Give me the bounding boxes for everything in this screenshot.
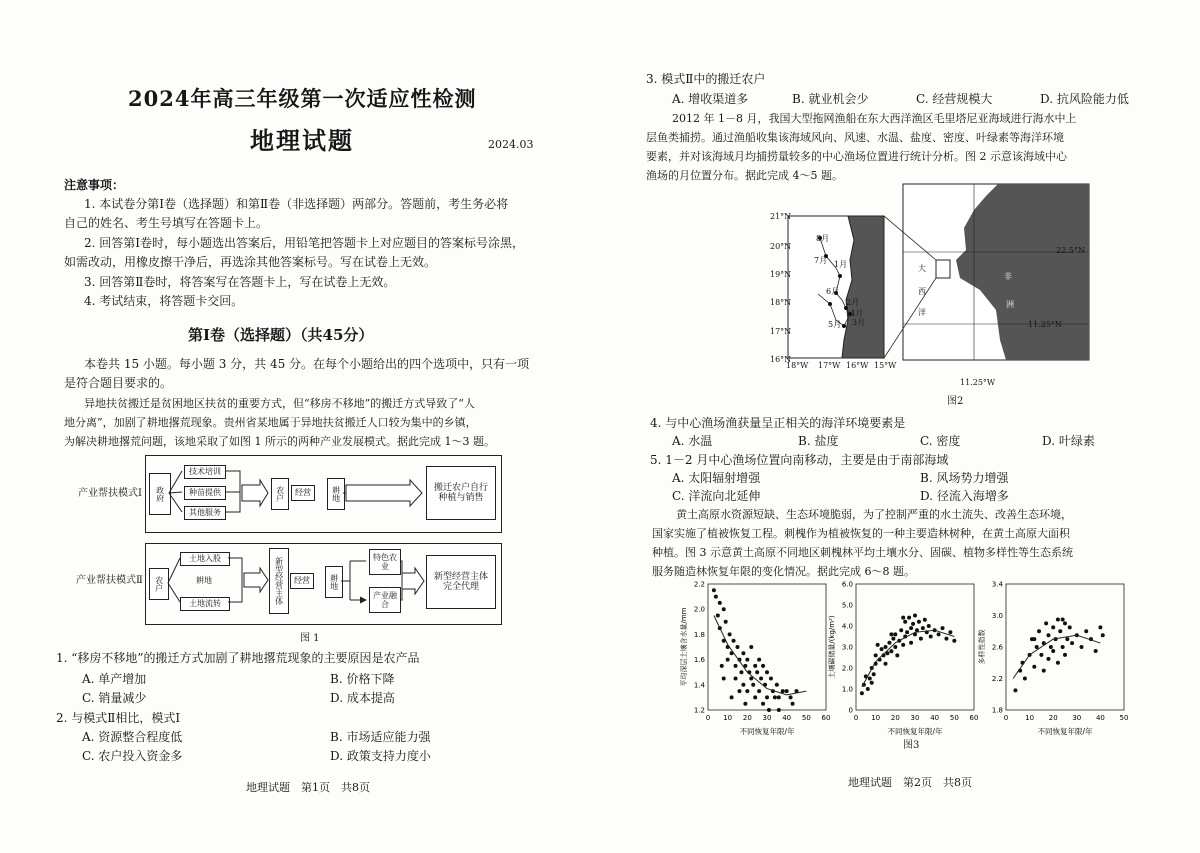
data-point xyxy=(891,637,895,641)
data-point xyxy=(755,670,759,674)
q4-option-d[interactable]: D. 叶绿素 xyxy=(1042,434,1095,448)
data-point xyxy=(884,645,888,649)
x-tick-label: 30 xyxy=(910,714,920,722)
data-point xyxy=(722,677,726,681)
data-point xyxy=(767,708,771,712)
data-point xyxy=(736,645,740,649)
page-footer: 地理试题 第1页 共8页 xyxy=(246,781,370,794)
data-point xyxy=(1056,617,1060,621)
exam-subtitle: 地理试题 xyxy=(250,126,354,155)
data-point xyxy=(944,637,948,641)
data-point xyxy=(1061,617,1065,621)
data-point xyxy=(1070,641,1074,645)
data-point xyxy=(1080,645,1084,649)
q1-option-c[interactable]: C. 销量减少 xyxy=(82,691,147,705)
y-tick-label: 6.0 xyxy=(841,580,853,589)
notice-line: 1. 本试卷分第Ⅰ卷（选择题）和第Ⅱ卷（非选择题）两部分。答题前，考生务必将 xyxy=(84,197,509,211)
passage-line: 渔场的月位置分布。据此完成 4～5 题。 xyxy=(646,169,843,182)
data-point xyxy=(913,614,917,618)
q2-option-b[interactable]: B. 市场适应能力强 xyxy=(330,730,431,744)
figure-1-arrows xyxy=(140,450,510,630)
y-tick-label: 2.0 xyxy=(841,664,853,673)
y-tick-label: 2.2 xyxy=(693,580,705,589)
data-point xyxy=(1056,661,1060,665)
month-label: 2月 xyxy=(846,298,860,307)
data-point xyxy=(789,695,793,699)
exam-title: 2024年高三年级第一次适应性检测 xyxy=(128,86,477,111)
m2-subject: 新型经营主体 xyxy=(269,548,289,614)
data-point xyxy=(1032,665,1036,669)
m2-use: 特色农业 xyxy=(369,549,401,575)
inset-label: 非 xyxy=(1004,272,1012,281)
figure-3-caption: 图3 xyxy=(903,740,920,751)
data-point xyxy=(952,639,956,643)
q1-option-a[interactable]: A. 单产增加 xyxy=(82,672,147,686)
x-tick-label: 50 xyxy=(1119,714,1129,722)
passage-line: 为解决耕地撂荒问题，该地采取了如图 1 所示的两种产业发展模式。据此完成 1～3 题。 xyxy=(64,435,495,448)
data-point xyxy=(751,683,755,687)
inset-label: 西 xyxy=(918,287,926,296)
data-point xyxy=(917,620,921,624)
x-axis-label: 不同恢复年限/年 xyxy=(887,727,943,736)
y-tick-label: 1.8 xyxy=(991,706,1003,715)
data-point xyxy=(893,632,897,636)
data-point xyxy=(874,653,878,657)
m1-item: 种苗提供 xyxy=(184,486,226,500)
data-point xyxy=(1046,657,1050,661)
data-point xyxy=(734,664,738,668)
passage-line: 黄土高原水资源短缺、生态环境脆弱，为了控制严重的水土流失、改善生态环境， xyxy=(676,508,1072,521)
data-point xyxy=(1058,629,1062,633)
data-point xyxy=(761,664,765,668)
m1-item: 技术培训 xyxy=(184,465,226,479)
lon-label: 18°W xyxy=(786,361,809,370)
m2-result: 新型经营主体完全代理 xyxy=(426,555,496,609)
data-point xyxy=(868,677,872,681)
notice-line: 自己的姓名、考生号填写在答题卡上。 xyxy=(64,216,269,230)
x-tick-label: 0 xyxy=(705,714,711,722)
passage-line: 要素，并对该海域月均捕捞量较多的中心渔场位置进行统计分析。图 2 示意该海域中心 xyxy=(646,150,1067,163)
figure-1-caption: 图 1 xyxy=(300,633,320,644)
lat-label: 18°N xyxy=(770,298,792,307)
trend-line xyxy=(862,630,954,687)
data-point xyxy=(785,689,789,693)
month-label: 4月 xyxy=(850,309,864,318)
q5-option-c[interactable]: C. 洋流向北延伸 xyxy=(672,489,761,503)
data-point xyxy=(745,689,749,693)
data-point xyxy=(893,645,897,649)
data-point xyxy=(734,677,738,681)
x-tick-label: 10 xyxy=(871,714,881,722)
data-point xyxy=(880,647,884,651)
data-point xyxy=(889,649,893,653)
data-point xyxy=(728,632,732,636)
m1-land: 耕地 xyxy=(327,478,345,510)
y-tick-label: 2.2 xyxy=(991,675,1003,683)
figure-2-caption: 图2 xyxy=(947,396,964,407)
plot-area xyxy=(856,584,974,710)
notice-line: 3. 回答第Ⅱ卷时，将答案写在答题卡上，写在试卷上无效。 xyxy=(84,275,396,289)
data-point xyxy=(1051,649,1055,653)
lat-label: 16°N xyxy=(770,355,792,364)
data-point xyxy=(724,620,728,624)
data-point xyxy=(765,695,769,699)
q1-option-b[interactable]: B. 价格下降 xyxy=(330,672,395,686)
notice-line: 如需改动，用橡皮擦干净后，再选涂其他答案标号。写在试卷上无效。 xyxy=(64,255,437,269)
data-point xyxy=(730,695,734,699)
x-tick-label: 20 xyxy=(890,714,900,722)
x-tick-label: 30 xyxy=(1072,714,1082,722)
q5-option-a[interactable]: A. 太阳辐射增强 xyxy=(672,471,761,485)
data-point xyxy=(791,702,795,706)
passage-line: 国家实施了植被恢复工程。刺槐作为植被恢复的一种主要造林树种，在黄土高原大面积 xyxy=(652,527,1070,540)
data-point xyxy=(870,681,874,685)
q2-stem: 2. 与模式Ⅱ相比，模式Ⅰ xyxy=(56,711,181,725)
passage-line: 异地扶贫搬迁是贫困地区扶贫的重要方式，但“移房不移地”的搬迁方式导致了“人 xyxy=(84,397,475,410)
q1-stem: 1. “移房不移地”的搬迁方式加剧了耕地撂荒现象的主要原因是农产品 xyxy=(56,651,420,665)
data-point xyxy=(765,670,769,674)
y-tick-label: 1.4 xyxy=(693,681,705,690)
x-axis-label: 不同恢复年限/年 xyxy=(1037,727,1093,736)
data-point xyxy=(927,624,931,628)
page-footer: 地理试题 第2页 共8页 xyxy=(848,776,972,789)
y-tick-label: 3.4 xyxy=(991,580,1003,589)
m1-farmer: 农户 xyxy=(271,478,289,510)
section-title: 第Ⅰ卷（选择题）（共45分） xyxy=(188,326,374,344)
q4-stem: 4. 与中心渔场渔获量呈正相关的海洋环境要素是 xyxy=(650,416,906,430)
data-point xyxy=(714,595,718,599)
data-point xyxy=(905,630,909,634)
data-point xyxy=(1035,645,1039,649)
figure-3-chart-3 xyxy=(968,578,1138,738)
x-tick-label: 40 xyxy=(930,714,940,722)
y-tick-label: 1.6 xyxy=(693,656,705,665)
data-point xyxy=(1032,637,1036,641)
q3-option-b[interactable]: B. 就业机会少 xyxy=(792,92,869,106)
data-point xyxy=(741,651,745,655)
data-point xyxy=(1098,625,1102,629)
passage-line: 种植。图 3 示意黄土高原不同地区刺槐林平均土壤水分、固碳、植物多样性等生态系统 xyxy=(652,546,1073,559)
data-point xyxy=(866,687,870,691)
data-point xyxy=(749,645,753,649)
data-point xyxy=(1068,625,1072,629)
data-point xyxy=(773,695,777,699)
q4-option-c[interactable]: C. 密度 xyxy=(920,434,961,448)
data-point xyxy=(722,607,726,611)
data-point xyxy=(937,632,941,636)
exam-date: 2024.03 xyxy=(488,138,534,151)
data-point xyxy=(1039,653,1043,657)
y-axis-label: 土壤碳储量/(kg/m²) xyxy=(828,615,836,679)
y-axis-label: 多样性指数 xyxy=(978,629,986,665)
m2-item: 耕地 xyxy=(196,576,212,586)
data-point xyxy=(753,695,757,699)
q3-stem: 3. 模式Ⅱ中的搬迁农户 xyxy=(646,72,766,86)
notice-heading: 注意事项： xyxy=(64,178,125,192)
data-point xyxy=(909,641,913,645)
data-point xyxy=(1049,645,1053,649)
plot-area xyxy=(1006,584,1124,710)
data-point xyxy=(741,683,745,687)
month-label: 7月 xyxy=(814,256,828,265)
data-point xyxy=(759,677,763,681)
data-point xyxy=(1013,688,1017,692)
x-tick-label: 0 xyxy=(1003,714,1009,722)
q5-option-b[interactable]: B. 风场势力增强 xyxy=(920,471,1009,485)
data-point xyxy=(948,630,952,634)
data-point xyxy=(712,588,716,592)
data-point xyxy=(753,664,757,668)
q3-option-d[interactable]: D. 抗风险能力低 xyxy=(1040,92,1129,106)
data-point xyxy=(737,689,741,693)
passage-line: 地分离”，加剧了耕地撂荒现象。贵州省某地属于异地扶贫搬迁人口较为集中的乡镇， xyxy=(64,416,477,429)
data-point xyxy=(1044,621,1048,625)
lat-label: 20°N xyxy=(770,242,792,251)
data-point xyxy=(1065,637,1069,641)
y-tick-label: 1.0 xyxy=(841,685,853,694)
y-tick-label: 3.0 xyxy=(991,612,1003,620)
month-label: 6月 xyxy=(826,287,840,296)
m2-operate: 经营 xyxy=(290,573,314,589)
x-tick-label: 50 xyxy=(949,714,959,722)
x-tick-label: 50 xyxy=(801,714,811,722)
data-point xyxy=(1037,629,1041,633)
q1-option-d[interactable]: D. 成本提高 xyxy=(330,691,395,705)
lon-label: 17°W xyxy=(818,361,841,370)
data-point xyxy=(941,626,945,630)
q4-option-b[interactable]: B. 盐度 xyxy=(798,434,839,448)
x-tick-label: 20 xyxy=(742,714,752,722)
data-point xyxy=(745,658,749,662)
section-intro: 是符合题目要求的。 xyxy=(64,376,173,390)
data-point xyxy=(887,641,891,645)
data-point xyxy=(739,670,743,674)
q4-option-a[interactable]: A. 水温 xyxy=(672,434,713,448)
x-tick-label: 60 xyxy=(821,714,831,722)
x-tick-label: 10 xyxy=(723,714,733,722)
data-point xyxy=(1042,669,1046,673)
lat-label: 21°N xyxy=(770,212,792,221)
data-point xyxy=(899,628,903,632)
data-point xyxy=(1094,649,1098,653)
data-point xyxy=(929,635,933,639)
figure-2-map xyxy=(760,180,1100,390)
data-point xyxy=(901,643,905,647)
data-point xyxy=(872,672,876,676)
data-point xyxy=(911,622,915,626)
data-point xyxy=(716,614,720,618)
month-label: 5月 xyxy=(828,320,842,329)
m1-result: 搬迁农户自行种植与销售 xyxy=(426,466,496,520)
y-axis-label: 平均深层土壤含水量/mm xyxy=(680,607,688,687)
data-point xyxy=(1023,677,1027,681)
q2-option-d[interactable]: D. 政策支持力度小 xyxy=(330,749,431,763)
mode2-label: 产业帮扶模式Ⅱ xyxy=(76,575,143,586)
inset-label: 洋 xyxy=(918,308,926,317)
data-point xyxy=(1063,621,1067,625)
y-tick-label: 1.2 xyxy=(693,706,705,715)
x-tick-label: 60 xyxy=(969,714,979,722)
lat-label: 19°N xyxy=(770,270,792,279)
y-tick-label: 2.0 xyxy=(693,605,705,614)
trend-line xyxy=(1013,635,1100,678)
x-tick-label: 40 xyxy=(1095,714,1105,722)
data-point xyxy=(781,689,785,693)
data-point xyxy=(761,702,765,706)
x-tick-label: 40 xyxy=(782,714,792,722)
q5-stem: 5. 1－2 月中心渔场位置向南移动，主要是由于南部海域 xyxy=(650,453,949,467)
m2-item: 土地入股 xyxy=(180,552,230,566)
data-point xyxy=(889,632,893,636)
y-tick-label: 1.8 xyxy=(693,630,705,639)
data-point xyxy=(743,702,747,706)
x-tick-label: 0 xyxy=(853,714,859,722)
data-point xyxy=(732,639,736,643)
lat-label: 17°N xyxy=(770,327,792,336)
data-point xyxy=(901,616,905,620)
x-tick-label: 20 xyxy=(1048,714,1058,722)
section-intro: 本卷共 15 小题。每小题 3 分，共 45 分。在每个小题给出的四个选项中，只有一项 xyxy=(84,357,530,371)
data-point xyxy=(720,664,724,668)
q3-option-c[interactable]: C. 经营规模大 xyxy=(916,92,993,106)
data-point xyxy=(907,616,911,620)
lon-label: 16°W xyxy=(846,361,869,370)
passage-line: 2012 年 1－8 月，我国大型拖网渔船在东大西洋渔区毛里塔尼亚海域进行海水中上 xyxy=(672,112,1077,125)
inset-label: 洲 xyxy=(1006,300,1014,309)
passage-line: 服务随造林恢复年限的变化情况。据此完成 6～8 题。 xyxy=(652,565,915,578)
data-point xyxy=(909,626,913,630)
y-tick-label: 2.6 xyxy=(991,643,1003,652)
passage-line: 层鱼类捕捞。通过渔船收集该海域风向、风速、水温、盐度、密度、叶绿素等海洋环境 xyxy=(646,131,1064,144)
y-tick-label: 0 xyxy=(848,706,853,715)
m1-operate: 经营 xyxy=(291,485,315,501)
month-label: 8月 xyxy=(816,234,830,243)
data-point xyxy=(1061,645,1065,649)
m2-use: 产业融合 xyxy=(369,587,401,613)
q3-option-a[interactable]: A. 增收渠道多 xyxy=(672,92,749,106)
inset-coord: 11.25°W xyxy=(960,378,996,387)
m1-item: 其他服务 xyxy=(184,506,226,520)
data-point xyxy=(775,683,779,687)
data-point xyxy=(1063,653,1067,657)
y-tick-label: 4.0 xyxy=(841,622,853,631)
m2-item: 土地流转 xyxy=(180,597,230,611)
x-tick-label: 10 xyxy=(1025,714,1035,722)
inset-coord: 11.25°N xyxy=(1028,320,1062,329)
y-tick-label: 3.0 xyxy=(841,643,853,652)
data-point xyxy=(921,626,925,630)
y-tick-label: 5.0 xyxy=(841,601,853,610)
q5-option-d[interactable]: D. 径流入海增多 xyxy=(920,489,1009,503)
lon-label: 15°W xyxy=(874,361,897,370)
data-point xyxy=(726,658,730,662)
data-point xyxy=(777,708,781,712)
month-label: 3月 xyxy=(852,318,866,327)
data-point xyxy=(757,689,761,693)
data-point xyxy=(757,658,761,662)
data-point xyxy=(919,637,923,641)
data-point xyxy=(718,601,722,605)
data-point xyxy=(876,643,880,647)
x-tick-label: 30 xyxy=(762,714,772,722)
data-point xyxy=(777,695,781,699)
data-point xyxy=(860,691,864,695)
mode1-label: 产业帮扶模式Ⅰ xyxy=(78,488,142,499)
data-point xyxy=(1084,629,1088,633)
notice-line: 2. 回答第Ⅰ卷时，每小题选出答案后，用铅笔把答题卡上对应题目的答案标号涂黑， xyxy=(84,236,525,250)
data-point xyxy=(895,653,899,657)
gov-box: 政府 xyxy=(149,473,171,515)
trend-line xyxy=(714,616,806,695)
data-point xyxy=(903,620,907,624)
inset-label: 大 xyxy=(918,264,926,273)
m2-farmer: 农户 xyxy=(149,568,169,600)
data-point xyxy=(1101,633,1105,637)
q2-option-a[interactable]: A. 资源整合程度低 xyxy=(82,730,183,744)
data-point xyxy=(884,662,888,666)
m2-land: 耕地 xyxy=(325,566,343,598)
inset-coord: 22.5°N xyxy=(1056,246,1085,255)
data-point xyxy=(923,618,927,622)
data-point xyxy=(769,677,773,681)
data-point xyxy=(1051,625,1055,629)
data-point xyxy=(1046,633,1050,637)
notice-line: 4. 考试结束，将答题卡交回。 xyxy=(84,294,244,308)
q2-option-c[interactable]: C. 农户投入资金多 xyxy=(82,749,183,763)
x-axis-label: 不同恢复年限/年 xyxy=(739,727,795,736)
month-label: 1月 xyxy=(834,260,848,269)
figure-3-chart-2 xyxy=(818,578,988,738)
